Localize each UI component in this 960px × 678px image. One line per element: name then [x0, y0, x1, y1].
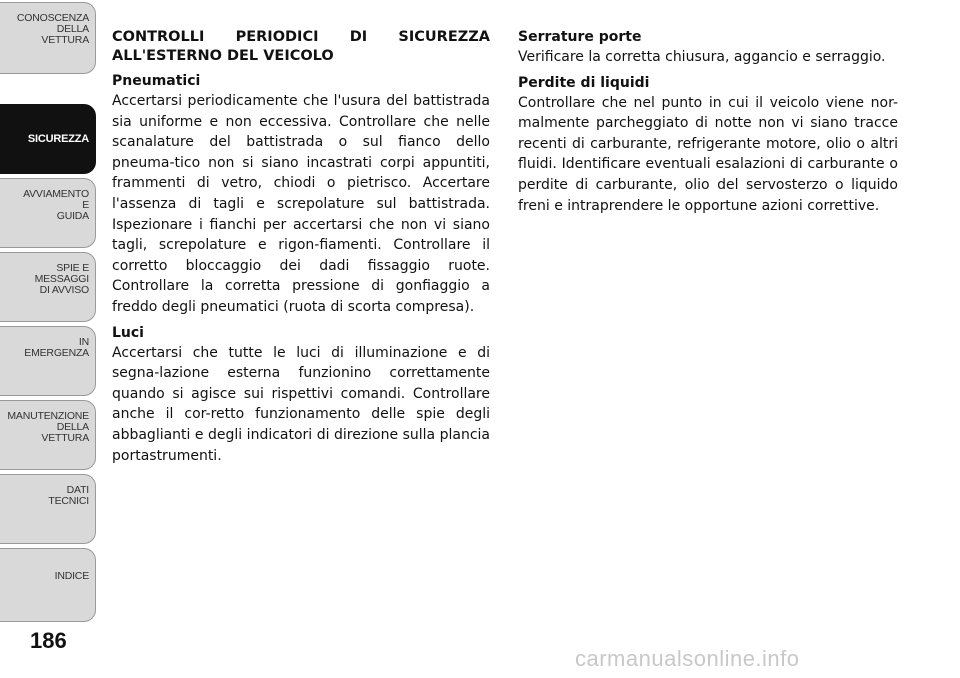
heading-serrature-porte: Serrature porte	[518, 29, 642, 45]
tab-indice[interactable]: INDICE	[0, 548, 96, 622]
tab-dati-tecnici[interactable]: DATI TECNICI	[0, 474, 96, 544]
tab-avviamento-e-guida[interactable]: AVVIAMENTO E GUIDA	[0, 178, 96, 248]
tab-spie-e-messaggi[interactable]: SPIE E MESSAGGI DI AVVISO	[0, 252, 96, 322]
tab-conoscenza-della-vettura[interactable]: CONOSCENZA DELLA VETTURA	[0, 2, 96, 74]
body-luci: Accertarsi che tutte le luci di illuminazione e di segna-lazione esterna funzionino correttamente quando si agisce sui rispettivi comandi. Controllare anche il cor-retto funzionamento delle spie degli abbaglianti e degli indicatori di direzione sulla plancia portastrumenti.	[112, 344, 490, 464]
body-perdite-di-liquidi: Controllare che nel punto in cui il veicolo viene nor-malmente parcheggiato di notte non vi siano tracce recenti di carburante, refrigerante motore, olio o altri fluidi. Identificare eventuali esalazioni di carburante o perdite di carburante, olio del servosterzo o liquido freni e intraprendere le opportune azioni correttive.	[518, 94, 898, 214]
page-number: 186	[30, 628, 67, 653]
heading-pneumatici: Pneumatici	[112, 73, 201, 89]
right-column	[518, 28, 898, 218]
chapter-tabs	[0, 0, 100, 630]
tab-in-emergenza[interactable]: IN EMERGENZA	[0, 326, 96, 396]
watermark: carmanualsonline.info	[575, 646, 800, 671]
body-pneumatici: Accertarsi periodicamente che l'usura del battistrada sia uniforme e non eccessiva. Controllare che nelle scanalature del battistrada o sul fianco dello pneuma-tico non si siano incastrati corpi appuntiti, frammenti di vetro, chiodi o pietrisco. Accertare l'assenza di tagli e screpolature sul battistrada. Ispezionare i fianchi per accertarsi che non vi siano tagli, screpolature e rigon-fiamenti. Controllare il corretto bloccaggio dei dadi fissaggio ruote. Controllare la corretta pressione di gonfiaggio a freddo degli pneumatici (ruota di scorta compresa).	[112, 93, 490, 315]
body-serrature-porte: Verificare la corretta chiusura, aggancio e serraggio.	[518, 49, 886, 65]
section-title: CONTROLLI PERIODICI DI SICUREZZA ALL'ESTERNO DEL VEICOLO	[112, 29, 490, 64]
heading-perdite-di-liquidi: Perdite di liquidi	[518, 74, 650, 91]
left-column	[112, 28, 490, 468]
tab-manutenzione-della-vettura[interactable]: MANUTENZIONE DELLA VETTURA	[0, 400, 96, 470]
heading-luci: Luci	[112, 324, 144, 341]
tab-sicurezza[interactable]: SICUREZZA	[0, 104, 96, 174]
